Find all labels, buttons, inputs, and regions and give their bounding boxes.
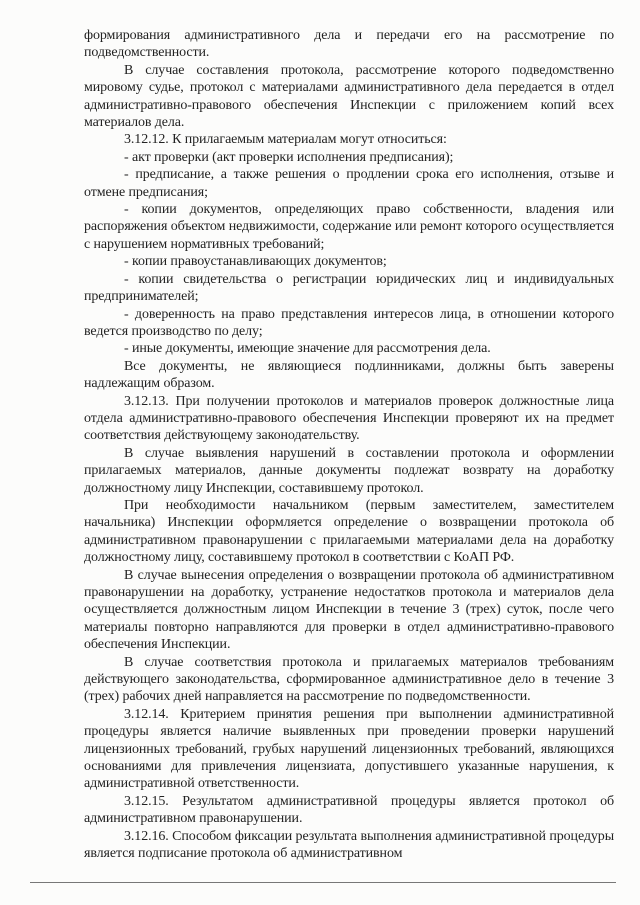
bottom-divider [30, 882, 616, 883]
list-item: - копии правоустанавливающих документов; [124, 254, 387, 270]
paragraph: В случае вынесения определения о возвращении протокола об административном правонарушении на доработку, устранение недостатков протокола и материалов дела осуществляется должностным лицом Инспекции в течение 3 (трех) суток, после чего материалы повторно направляются для проверки в отдел административно-правового обеспечения Инспекции. [84, 567, 614, 653]
list-item: - доверенность на право представления интересов лица, в отношении которого ведется производство по делу; [84, 306, 614, 339]
document-body [84, 27, 614, 863]
section-3-12-16: 3.12.16. Способом фиксации результата выполнения административной процедуры является подписание протокола об административном [84, 828, 614, 862]
list-item: - копии документов, определяющих право собственности, владения или распоряжения объектом недвижимости, содержание или ремонт которого осуществляется с нарушением нормативных требований; [84, 202, 614, 252]
section-3-12-15: 3.12.15. Результатом административной процедуры является протокол об административном правонарушении. [84, 793, 614, 827]
paragraph: В случае выявления нарушений в составлении протокола и оформлении прилагаемых материалов, данные документы подлежат возврату на доработку должностному лицу Инспекции, составившему протокол. [84, 445, 614, 496]
section-heading-3-12-12: 3.12.12. К прилагаемым материалам могут относиться: [124, 132, 447, 148]
list-item: - акт проверки (акт проверки исполнения предписания); [124, 149, 454, 165]
paragraph: В случае составления протокола, рассмотрение которого подведомственно мировому судье, протокол с материалами административного дела передается в отдел административно-правового обеспечения Инспекции с приложением копий всех материалов дела. [84, 62, 614, 131]
list-item: - копии свидетельства о регистрации юридических лиц и индивидуальных предпринимателей; [84, 271, 614, 305]
paragraph: В случае соответствия протокола и прилагаемых материалов требованиям действующего законодательства, сформированное административное дело в течение 3 (трех) рабочих дней направляется на рассмотрение по подведомственности. [84, 654, 614, 705]
list-item: - предписание, а также решения о продлении срока его исполнения, отзыве и отмене предписания; [84, 167, 614, 200]
paragraph: формирования административного дела и передачи его на рассмотрение по подведомственности. [84, 28, 614, 61]
section-3-12-14: 3.12.14. Критерием принятия решения при выполнении административной процедуры является наличие выявленных при проведении проверки нарушений лицензионных требований, грубых нарушений лицензионных требований, являющихся основаниями для привлечения лицензиата, допустившего указанные нарушения, к административной ответственности. [84, 706, 614, 792]
paragraph: Все документы, не являющиеся подлинниками, должны быть заверены надлежащим образом. [84, 358, 614, 392]
list-item: - иные документы, имеющие значение для рассмотрения дела. [124, 341, 491, 357]
section-3-12-13: 3.12.13. При получении протоколов и материалов проверок должностные лица отдела административно-правового обеспечения Инспекции проверяют их на предмет соответствия действующему законодательству. [84, 393, 614, 444]
paragraph: При необходимости начальником (первым заместителем, заместителем начальника) Инспекции оформляется определение о возвращении протокола об административном правонарушении с прилагаемыми материалами дела на доработку должностному лицу, составившему протокол в соответствии с КоАП РФ. [84, 497, 614, 566]
